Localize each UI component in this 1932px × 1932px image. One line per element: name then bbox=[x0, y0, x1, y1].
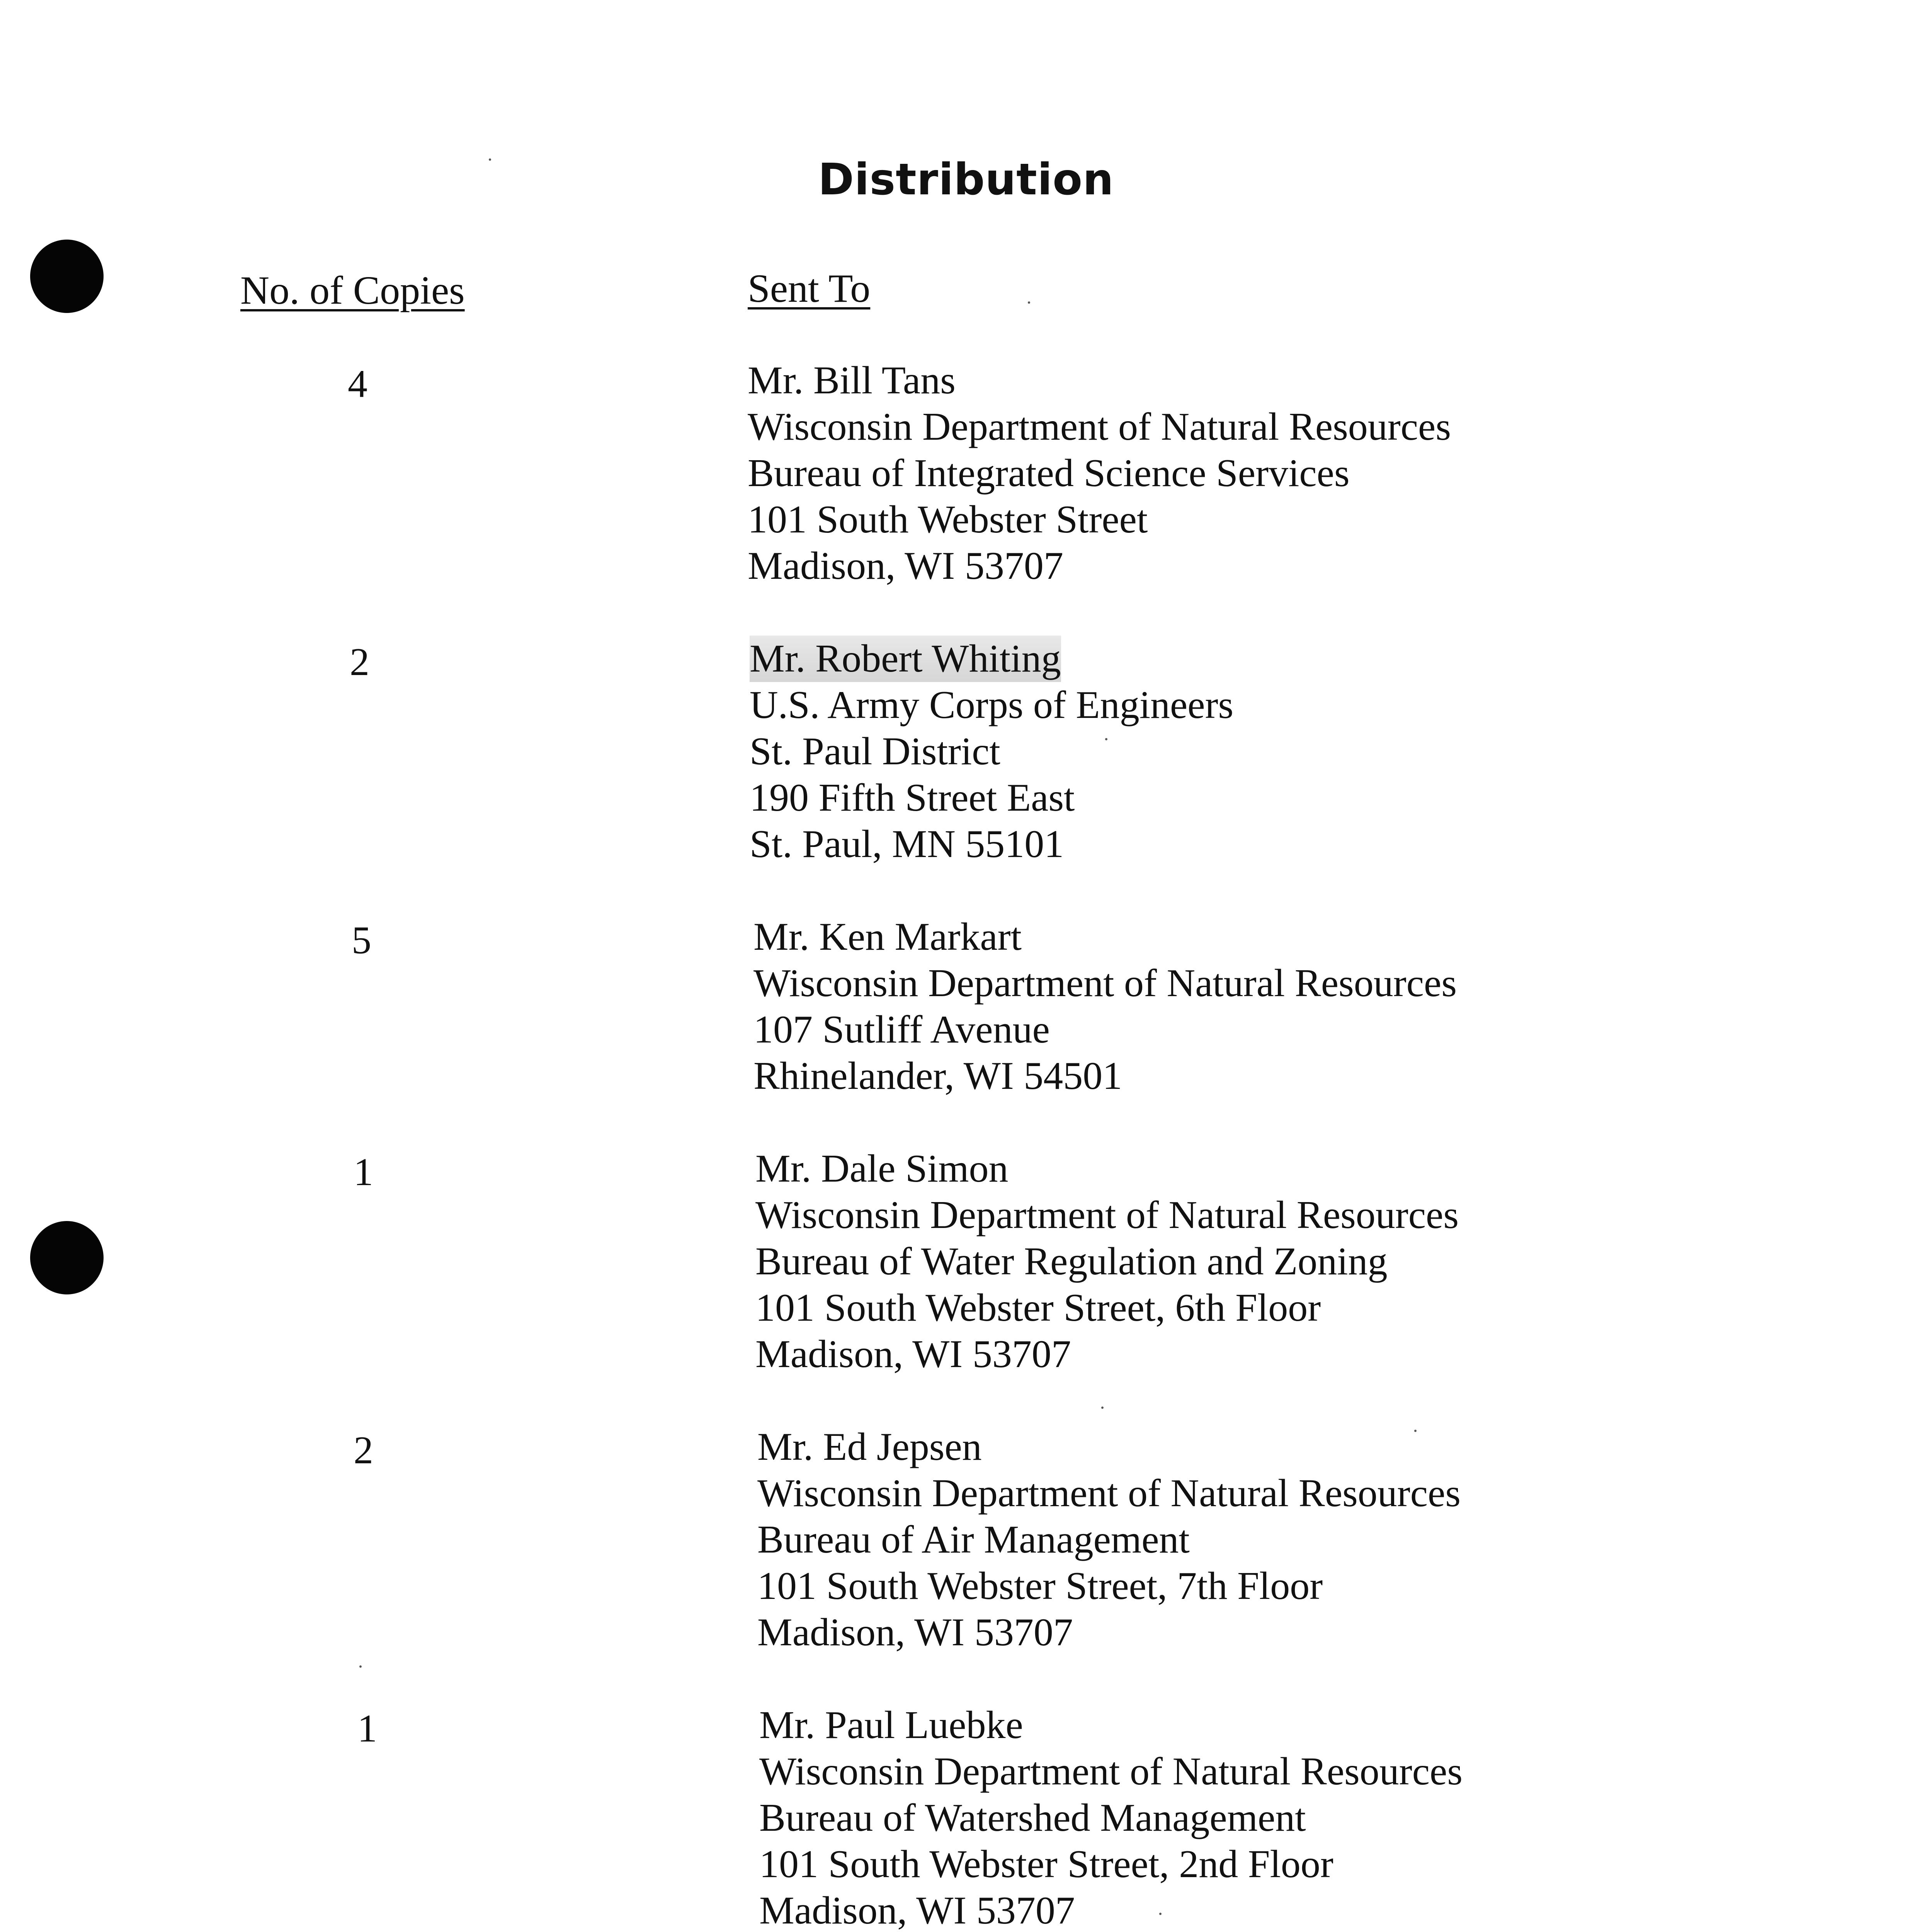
copies-count: 4 bbox=[348, 362, 367, 406]
recipient-name: Mr. Ken Markart bbox=[753, 915, 1022, 959]
address-line: Madison, WI 53707 bbox=[757, 1611, 1073, 1654]
address-line: Bureau of Water Regulation and Zoning bbox=[755, 1240, 1388, 1283]
copies-count: 1 bbox=[357, 1707, 377, 1750]
distribution-entry bbox=[0, 636, 1623, 883]
address-line: Madison, WI 53707 bbox=[759, 1889, 1075, 1932]
address-line: St. Paul District bbox=[750, 730, 1000, 773]
recipient-address bbox=[759, 1702, 1463, 1932]
header-no-of-copies: No. of Copies bbox=[240, 268, 465, 313]
recipient-address bbox=[748, 357, 1451, 589]
recipient-address bbox=[757, 1424, 1461, 1656]
copies-count: 2 bbox=[354, 1429, 373, 1472]
address-line: Bureau of Air Management bbox=[757, 1518, 1190, 1561]
distribution-entry bbox=[0, 1146, 1623, 1393]
address-line: 190 Fifth Street East bbox=[750, 776, 1075, 820]
address-line: Wisconsin Department of Natural Resources bbox=[755, 1193, 1459, 1237]
address-line: Wisconsin Department of Natural Resources bbox=[757, 1471, 1461, 1515]
recipient-name: Mr. Bill Tans bbox=[748, 359, 956, 402]
address-line: 101 South Webster Street, 6th Floor bbox=[755, 1286, 1321, 1330]
recipient-name: Mr. Paul Luebke bbox=[759, 1703, 1023, 1747]
address-line: Bureau of Watershed Management bbox=[759, 1796, 1306, 1840]
address-line: Rhinelander, WI 54501 bbox=[753, 1054, 1122, 1098]
address-line: 101 South Webster Street, 7th Floor bbox=[757, 1564, 1323, 1608]
copies-count: 2 bbox=[350, 640, 369, 684]
address-line: 101 South Webster Street, 2nd Floor bbox=[759, 1842, 1333, 1886]
header-sent-to: Sent To bbox=[748, 266, 871, 311]
address-line: Madison, WI 53707 bbox=[755, 1332, 1071, 1376]
recipient-address bbox=[750, 636, 1233, 867]
distribution-entry bbox=[0, 357, 1623, 605]
address-line: Madison, WI 53707 bbox=[748, 544, 1063, 588]
address-line: 107 Sutliff Avenue bbox=[753, 1008, 1050, 1051]
copies-count: 1 bbox=[354, 1150, 373, 1194]
address-line: St. Paul, MN 55101 bbox=[750, 822, 1064, 866]
recipient-address bbox=[755, 1146, 1459, 1378]
page-title: Distribution bbox=[818, 155, 1114, 205]
address-line: Wisconsin Department of Natural Resources bbox=[759, 1750, 1463, 1793]
distribution-entry bbox=[0, 1702, 1623, 1932]
address-line: 101 South Webster Street bbox=[748, 498, 1148, 541]
recipient-name: Mr. Robert Whiting bbox=[750, 636, 1061, 682]
address-line: Bureau of Integrated Science Services bbox=[748, 451, 1350, 495]
punch-hole bbox=[30, 240, 104, 313]
distribution-entry bbox=[0, 1424, 1623, 1671]
address-line: U.S. Army Corps of Engineers bbox=[750, 683, 1234, 727]
scan-speck bbox=[1028, 301, 1030, 304]
address-line: Wisconsin Department of Natural Resources bbox=[753, 961, 1457, 1005]
recipient-name: Mr. Dale Simon bbox=[755, 1147, 1009, 1190]
recipient-name: Mr. Ed Jepsen bbox=[757, 1425, 982, 1469]
recipient-address bbox=[753, 914, 1457, 1099]
distribution-entry bbox=[0, 914, 1623, 1161]
scan-speck bbox=[1101, 1406, 1104, 1409]
copies-count: 5 bbox=[352, 918, 371, 962]
address-line: Wisconsin Department of Natural Resources bbox=[748, 405, 1451, 449]
